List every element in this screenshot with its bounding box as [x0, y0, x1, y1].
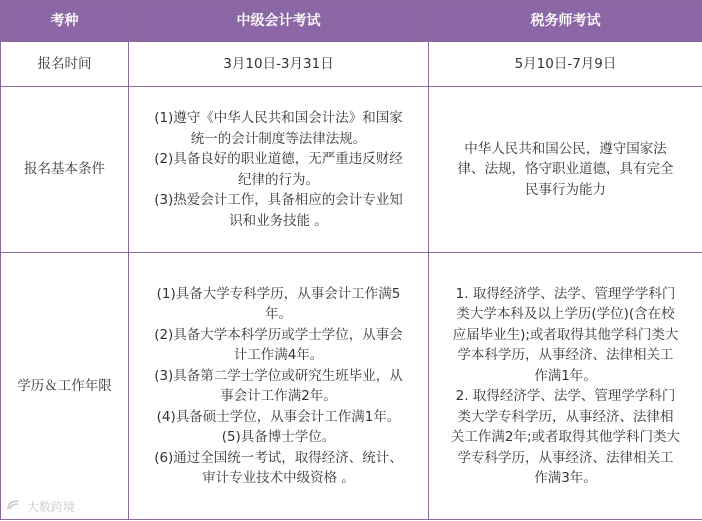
header-category: 考种 — [1, 1, 129, 42]
logo-mark-icon — [6, 499, 20, 514]
cell-edu-tax — [429, 253, 702, 520]
text-line: 应届毕业生);或者取得其他学科门类大 — [452, 326, 679, 343]
text-line: 2. 取得经济学、法学、管理学学科门 — [455, 388, 676, 404]
table-row-registration-time — [1, 42, 702, 87]
cell-time-tax: 5月10日-7月9日 — [429, 42, 702, 87]
header-tax-agent: 税务师考试 — [429, 1, 702, 42]
cell-time-accounting: 3月10日-3月31日 — [129, 42, 429, 87]
cell-basic-tax — [429, 87, 702, 253]
text-line: 计工作满4年。 — [233, 347, 324, 363]
text-line: (2)具备良好的职业道德，无严重违反财经 — [154, 151, 403, 167]
watermark-text: 大数跨境 — [26, 500, 75, 514]
text-line: 作满3年。 — [534, 470, 597, 486]
text-line: (2)具备大学本科学历或学士学位，从事会 — [154, 326, 403, 343]
text-line: 民事行为能力 — [525, 181, 606, 198]
text-line: 类大学本科及以上学历(学位)(含在校 — [456, 306, 675, 322]
text-line: (5)具备博士学位。 — [221, 429, 336, 445]
text-line: (3)具备第二学士学位或研究生班毕业，从 — [154, 367, 403, 384]
text-line: 1. 取得经济学、法学、管理学学科门 — [455, 285, 676, 302]
text-line: 关工作满2年;或者取得其他学科门类大 — [450, 429, 681, 445]
text-line: 作满1年。 — [534, 367, 597, 384]
header-row — [1, 1, 702, 42]
watermark — [6, 498, 75, 515]
text-line: 识和业务技能 。 — [229, 212, 328, 229]
text-line: 统一的会计制度等法律法规。 — [190, 130, 367, 147]
cell-edu-accounting — [129, 253, 429, 520]
text-line: 律、法规，恪守职业道德，具有完全 — [457, 161, 674, 178]
row-label-education-experience: 学历＆工作年限 — [1, 253, 129, 520]
cell-basic-accounting — [129, 87, 429, 253]
text-line: 学专科学历，从事经济、法律相关工 — [457, 449, 674, 466]
text-line: 中华人民共和国公民，遵守国家法 — [464, 140, 667, 157]
row-label-registration-time: 报名时间 — [1, 42, 129, 87]
text-line: 事会计工作满2年。 — [220, 388, 337, 404]
text-line: (1)遵守《中华人民共和国会计法》和国家 — [154, 110, 403, 126]
text-line: 年。 — [265, 306, 292, 322]
text-line: 审计专业技术中级资格 。 — [202, 470, 355, 486]
text-line: 纪律的行为。 — [238, 171, 319, 188]
text-line: (3)热爱会计工作，具备相应的会计专业知 — [154, 192, 403, 208]
text-line: (1)具备大学专科学历，从事会计工作满5 — [156, 285, 401, 302]
text-line: 学本科学历，从事经济、法律相关工 — [457, 347, 674, 363]
text-line: (4)具备硕士学位，从事会计工作满1年。 — [156, 408, 401, 425]
text-line: 类大学专科学历，从事经济、法律相 — [457, 408, 674, 425]
table-row-education-experience — [1, 253, 702, 520]
table-row-basic-conditions — [1, 87, 702, 253]
text-line: (6)通过全国统一考试，取得经济、统计、 — [154, 449, 403, 466]
header-intermediate-accounting: 中级会计考试 — [129, 1, 429, 42]
row-label-basic-conditions: 报名基本条件 — [1, 87, 129, 253]
